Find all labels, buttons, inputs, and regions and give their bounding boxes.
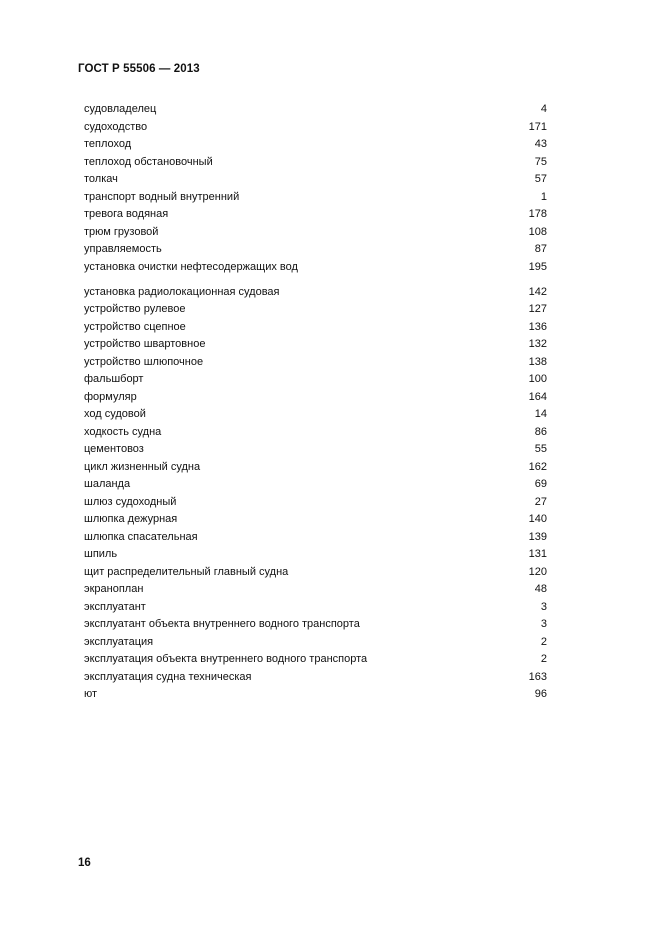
index-page-ref: 138 (528, 355, 547, 368)
index-term: шлюпка дежурная (84, 513, 178, 525)
index-term: управляемость (84, 243, 162, 255)
index-entry (84, 599, 547, 617)
index-page-ref: 86 (534, 425, 547, 438)
index-term: ход судовой (84, 408, 146, 420)
index-entry (84, 284, 547, 302)
index-term: ходкость судна (84, 425, 162, 438)
index-entry (84, 476, 547, 494)
index-term: фальшборт (84, 373, 144, 385)
index-page-ref: 43 (534, 138, 547, 150)
index-page-ref: 195 (528, 260, 547, 273)
index-term: установка радиолокационная судовая (84, 285, 280, 298)
index-term: транспорт водный внутренний (84, 190, 240, 203)
index-term: судоходство (84, 120, 148, 133)
index-entry (84, 634, 547, 652)
index-term: шаланда (84, 478, 131, 490)
index-term: теплоход (84, 138, 132, 150)
index-entry (84, 459, 547, 477)
index-entry (84, 564, 547, 582)
index-entry (84, 189, 547, 207)
index-entry (84, 494, 547, 512)
index-page-ref: 2 (540, 653, 547, 665)
index-term: эксплуатация объекта внутреннего водного транспорта (84, 653, 368, 665)
index-entry (84, 336, 547, 354)
index-entry (84, 259, 547, 277)
index-entry (84, 669, 547, 687)
index-page-ref: 27 (534, 495, 547, 508)
index-page-ref: 100 (528, 373, 547, 385)
index-page-ref: 163 (528, 670, 547, 683)
index-page-ref: 164 (528, 390, 547, 403)
index-entry (84, 581, 547, 599)
index-page-ref: 69 (534, 478, 547, 490)
index-term: формуляр (84, 390, 137, 403)
index-term: шлюпка спасательная (84, 530, 198, 543)
document-header: ГОСТ Р 55506 — 2013 (78, 63, 200, 75)
index-term: судовладелец (84, 103, 157, 115)
index-page-ref: 87 (534, 243, 547, 255)
index-page-ref: 131 (528, 548, 547, 560)
index-entry (84, 371, 547, 389)
index-term: устройство рулевое (84, 303, 186, 315)
index-page-ref: 178 (528, 208, 547, 220)
index-page-ref: 142 (528, 285, 547, 298)
index-term: эксплуатант объекта внутреннего водного транспорта (84, 618, 360, 630)
index-entry (84, 224, 547, 242)
index-page-ref: 127 (528, 303, 547, 315)
index-term: трюм грузовой (84, 225, 159, 238)
index-term: щит распределительный главный судна (84, 565, 289, 578)
index-entry (84, 171, 547, 189)
index-entry (84, 136, 547, 154)
index-page-ref: 1 (540, 190, 547, 203)
index-term: тревога водяная (84, 208, 169, 220)
index-term: эксплуатация судна техническая (84, 670, 252, 683)
page-number: 16 (78, 857, 91, 869)
index-page-ref: 132 (528, 338, 547, 350)
index-page-ref: 140 (528, 513, 547, 525)
index-entry (84, 406, 547, 424)
index-page-ref: 171 (528, 120, 547, 133)
index-page-ref: 139 (528, 530, 547, 543)
index-term: теплоход обстановочный (84, 155, 213, 168)
index-entry (84, 511, 547, 529)
index-entry (84, 529, 547, 547)
index-page-ref: 4 (540, 103, 547, 115)
index-page-ref: 57 (534, 173, 547, 185)
index-term: экраноплан (84, 583, 144, 595)
index-page-ref: 14 (534, 408, 547, 420)
index-page-ref: 136 (528, 320, 547, 333)
index-page-ref: 108 (528, 225, 547, 238)
index-term: цикл жизненный судна (84, 460, 201, 473)
index-term: эксплуатант (84, 600, 146, 613)
index-entry (84, 546, 547, 564)
index-term: шпиль (84, 548, 118, 560)
index-entry (84, 651, 547, 669)
index-entry (84, 389, 547, 407)
index-term: шлюз судоходный (84, 495, 177, 508)
index-page-ref: 162 (528, 460, 547, 473)
index-entry (84, 101, 547, 119)
index-entry (84, 686, 547, 704)
index-term: ют (84, 688, 98, 700)
index-page-ref: 96 (534, 688, 547, 700)
index-term: устройство шлюпочное (84, 355, 204, 368)
index-entry (84, 319, 547, 337)
index-entry (84, 441, 547, 459)
index-term: устройство швартовное (84, 338, 206, 350)
index-term: эксплуатация (84, 635, 154, 648)
index-term: толкач (84, 173, 118, 185)
index-page-ref: 48 (534, 583, 547, 595)
index-entry (84, 424, 547, 442)
index-entry (84, 206, 547, 224)
index-entry (84, 301, 547, 319)
index-entry (84, 241, 547, 259)
index-page-ref: 2 (540, 635, 547, 648)
index-entry (84, 616, 547, 634)
index-term: цементовоз (84, 443, 144, 455)
index-term: устройство сцепное (84, 320, 186, 333)
alphabetical-index (84, 101, 547, 704)
index-entry (84, 354, 547, 372)
index-page-ref: 120 (528, 565, 547, 578)
index-term: установка очистки нефтесодержащих вод (84, 260, 298, 273)
index-page-ref: 3 (540, 618, 547, 630)
index-page-ref: 75 (534, 155, 547, 168)
index-entry (84, 154, 547, 172)
index-page-ref: 3 (540, 600, 547, 613)
index-page-ref: 55 (534, 443, 547, 455)
index-entry (84, 119, 547, 137)
